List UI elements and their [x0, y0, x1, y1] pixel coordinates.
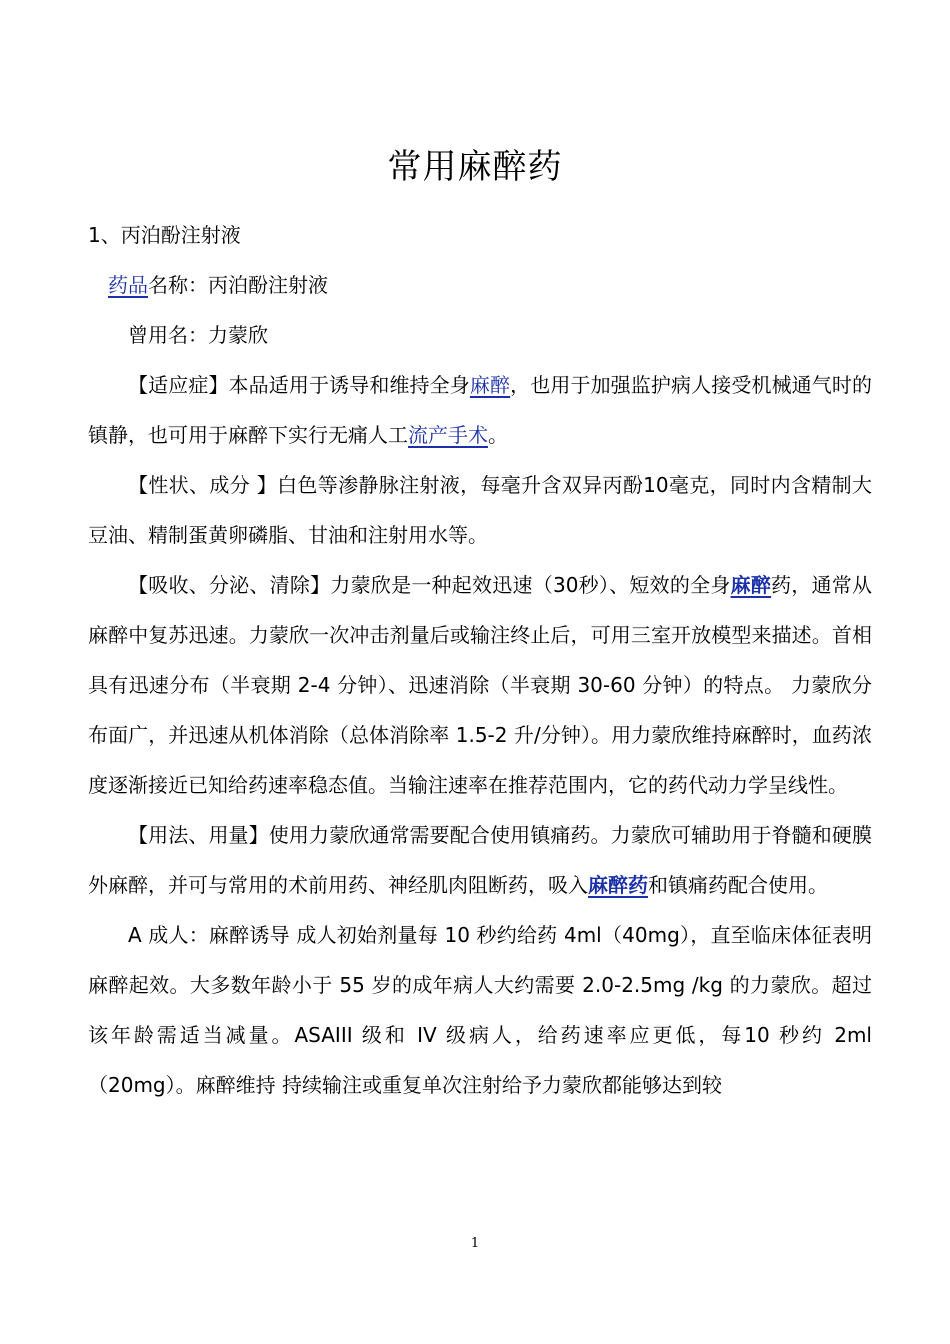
drug-link[interactable]: 药品	[108, 273, 148, 297]
absorption-paragraph	[88, 560, 872, 810]
indication-text-3: 。	[488, 423, 508, 447]
absorption-text-1: 【吸收、分泌、清除】力蒙欣是一种起效迅速（30秒）、短效的全身	[128, 573, 731, 597]
former-name-line: 曾用名：力蒙欣	[128, 323, 268, 347]
indication-paragraph	[88, 360, 872, 460]
adult-dosage-paragraph: A 成人：麻醉诱导 成人初始剂量每 10 秒约给药 4ml（40mg），直至临床体征表明麻醉起效。大多数年龄小于 55 岁的成年病人大约需要 2.0-2.5mg /kg 的力蒙欣。超过该年龄需适当减量。ASAIII 级和 IV 级病人，给药速率应更低，每10 秒约 2ml（20mg）。麻醉维持 持续输注或重复单次注射给予力蒙欣都能够达到较	[88, 923, 872, 1097]
drug-name-line	[88, 260, 872, 310]
document-body	[88, 210, 872, 1110]
properties-paragraph: 【性状、成分 】白色等渗静脉注射液，每毫升含双异丙酚10毫克，同时内含精制大豆油、精制蛋黄卵磷脂、甘油和注射用水等。	[88, 473, 872, 547]
abortion-surgery-link[interactable]: 流产手术	[408, 423, 488, 447]
usage-paragraph	[88, 810, 872, 910]
page-number: 1	[470, 1236, 480, 1251]
section-heading: 1、丙泊酚注射液	[88, 223, 241, 247]
usage-text-2: 和镇痛药配合使用。	[648, 873, 828, 897]
drug-name-text: 名称：丙泊酚注射液	[148, 273, 328, 297]
usage-text-1: 【用法、用量】使用力蒙欣通常需要配合使用镇痛药。力蒙欣可辅助用于脊髓和硬膜外麻醉，并可与常用的术前用药、神经肌肉阻断药，吸入	[88, 823, 872, 897]
anesthetic-drug-link[interactable]: 麻醉药	[588, 873, 648, 897]
absorption-text-2: 药，通常从麻醉中复苏迅速。力蒙欣一次冲击剂量后或输注终止后，可用三室开放模型来描述。首相具有迅速分布（半衰期 2-4 分钟）、迅速消除（半衰期 30-60 分钟）的特点。 力蒙欣分布面广，并迅速从机体消除（总体消除率 1.5-2 升/分钟）。用力蒙欣维持麻醉时，血药浓度逐渐接近已知给药速率稳态值。当输注速率在推荐范围内，它的药代动力学呈线性。	[88, 573, 873, 797]
indication-text-2: ，也用于加强监护病人接受机械通气时的镇静，也可用于麻醉下实行无痛人工	[88, 373, 873, 447]
anesthesia-link-bold[interactable]: 麻醉	[730, 573, 772, 597]
indication-text-1: 【适应症】本品适用于诱导和维持全身	[128, 373, 470, 397]
anesthesia-link[interactable]: 麻醉	[469, 373, 511, 397]
page-title: 常用麻醉药	[387, 146, 563, 187]
